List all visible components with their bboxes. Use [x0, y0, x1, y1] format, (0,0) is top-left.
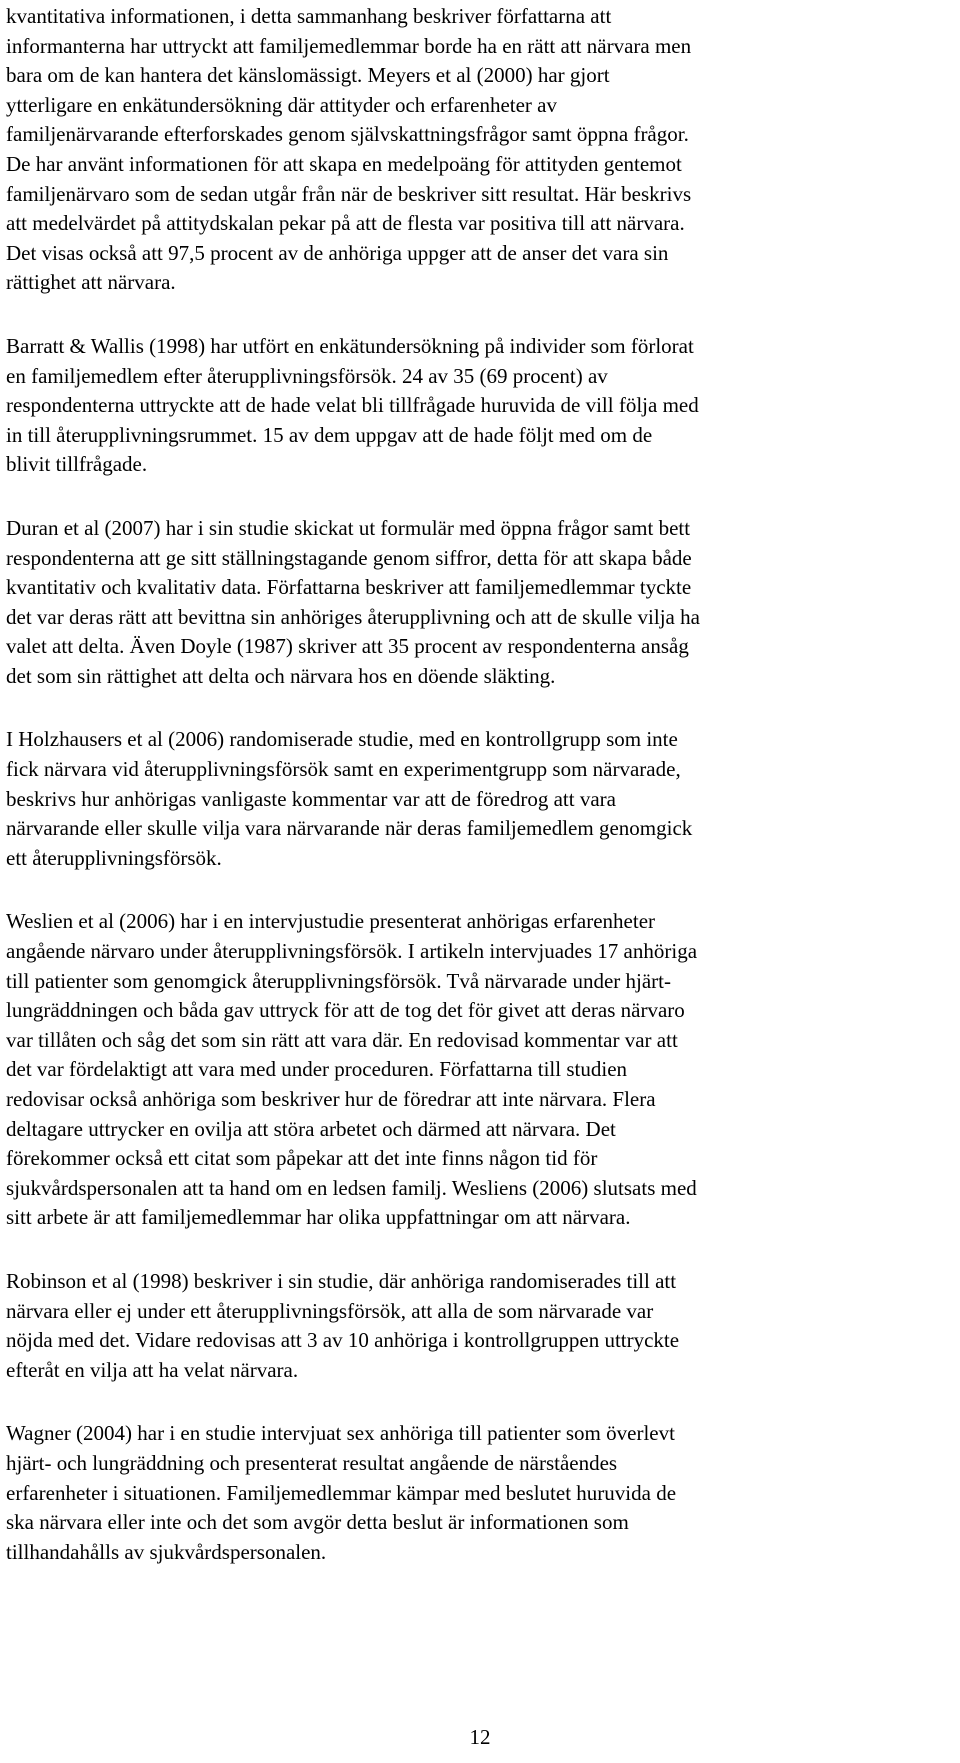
- text-line: efteråt en vilja att ha velat närvara.: [6, 1357, 299, 1382]
- paragraph-4: [6, 725, 954, 873]
- text-line: erfarenheter i situationen. Familjemedlemmar kämpar med beslutet huruvida de: [6, 1480, 677, 1505]
- paragraph-5: [6, 907, 954, 1233]
- text-line: hjärt- och lungräddning och presenterat resultat angående de närståendes: [6, 1450, 618, 1475]
- text-line: ytterligare en enkätundersökning där attityder och erfarenheter av: [6, 92, 557, 117]
- text-line: blivit tillfrågade.: [6, 452, 148, 477]
- text-line: kvantitativa informationen, i detta sammanhang beskriver författarna att: [6, 4, 612, 28]
- text-line: ett återupplivningsförsök.: [6, 845, 222, 870]
- text-line: in till återupplivningsrummet. 15 av dem uppgav att de hade följt med om de: [6, 422, 653, 447]
- text-line: förekommer också ett citat som påpekar att det inte finns någon tid för: [6, 1146, 598, 1171]
- text-line: angående närvaro under återupplivningsförsök. I artikeln intervjuades 17 anhöriga: [6, 939, 698, 964]
- text-line: Barratt & Wallis (1998) har utfört en enkätundersökning på individer som förlorat: [6, 333, 694, 358]
- text-line: Robinson et al (1998) beskriver i sin studie, där anhöriga randomiserades till att: [6, 1268, 677, 1293]
- text-line: deltagare uttrycker en ovilja att störa arbetet och därmed att närvara. Det: [6, 1116, 616, 1141]
- page-number: 12: [469, 1725, 491, 1749]
- text-line: närvarande eller skulle vilja vara närvarande när deras familjemedlem genomgick: [6, 816, 693, 841]
- text-line: till patienter som genomgick återupplivningsförsök. Två närvarade under hjärt-: [6, 968, 671, 993]
- text-line: närvara eller ej under ett återupplivningsförsök, att alla de som närvarade var: [6, 1298, 654, 1323]
- text-line: att medelvärdet på attitydskalan pekar på att de flesta var positiva till att närvara.: [6, 211, 685, 236]
- text-line: det var fördelaktigt att vara med under proceduren. Författarna till studien: [6, 1057, 628, 1082]
- text-line: det var deras rätt att bevittna sin anhöriges återupplivning och att de skulle vilja ha: [6, 604, 700, 629]
- text-line: familjenärvarande efterforskades genom självskattningsfrågor samt öppna frågor.: [6, 122, 689, 147]
- text-line: Duran et al (2007) har i sin studie skickat ut formulär med öppna frågor samt bett: [6, 515, 691, 540]
- text-line: en familjemedlem efter återupplivningsförsök. 24 av 35 (69 procent) av: [6, 363, 608, 388]
- body-text: [6, 2, 954, 1601]
- text-line: bara om de kan hantera det känslomässigt. Meyers et al (2000) har gjort: [6, 63, 610, 88]
- text-line: respondenterna uttryckte att de hade velat bli tillfrågade huruvida de vill följa med: [6, 393, 699, 418]
- paragraph-7: [6, 1419, 954, 1567]
- text-line: ska närvara eller inte och det som avgör detta beslut är informationen som: [6, 1510, 629, 1535]
- text-line: beskrivs hur anhörigas vanligaste kommentar var att de föredrog att vara: [6, 786, 616, 811]
- text-line: Wagner (2004) har i en studie intervjuat sex anhöriga till patienter som överlevt: [6, 1421, 675, 1446]
- text-line: De har använt informationen för att skapa en medelpoäng för attityden gentemot: [6, 151, 682, 176]
- text-line: kvantitativ och kvalitativ data. Författarna beskriver att familjemedlemmar tyckte: [6, 575, 692, 600]
- text-line: respondenterna att ge sitt ställningstagande genom siffror, detta för att skapa både: [6, 545, 692, 570]
- text-line: I Holzhausers et al (2006) randomiserade studie, med en kontrollgrupp som inte: [6, 727, 678, 752]
- text-line: sjukvårdspersonalen att ta hand om en ledsen familj. Wesliens (2006) slutsats med: [6, 1175, 697, 1200]
- text-line: lungräddningen och båda gav uttryck för att de tog det för givet att deras närvaro: [6, 998, 685, 1023]
- text-line: tillhandahålls av sjukvårdspersonalen.: [6, 1539, 327, 1564]
- paragraph-2: [6, 332, 954, 480]
- text-line: sitt arbete är att familjemedlemmar har olika uppfattningar om att närvara.: [6, 1205, 631, 1230]
- text-line: var tillåten och såg det som sin rätt att vara där. En redovisad kommentar var att: [6, 1027, 678, 1052]
- paragraph-6: [6, 1267, 954, 1385]
- text-line: det som sin rättighet att delta och närvara hos en döende släkting.: [6, 663, 556, 688]
- text-line: redovisar också anhöriga som beskriver hur de föredrar att inte närvara. Flera: [6, 1087, 656, 1111]
- paragraph-3: [6, 514, 954, 692]
- text-line: nöjda med det. Vidare redovisas att 3 av 10 anhöriga i kontrollgruppen uttryckte: [6, 1328, 680, 1353]
- text-line: Det visas också att 97,5 procent av de anhöriga uppger att de anser det vara sin: [6, 240, 669, 265]
- text-line: valet att delta. Även Doyle (1987) skriver att 35 procent av respondenterna ansåg: [6, 634, 689, 659]
- text-line: informanterna har uttryckt att familjemedlemmar borde ha en rätt att närvara men: [6, 33, 692, 58]
- paragraph-1: [6, 2, 954, 298]
- text-line: Weslien et al (2006) har i en intervjustudie presenterat anhörigas erfarenheter: [6, 909, 656, 934]
- text-line: familjenärvaro som de sedan utgår från när de beskriver sitt resultat. Här beskrivs: [6, 181, 692, 206]
- text-line: fick närvara vid återupplivningsförsök samt en experimentgrupp som närvarade,: [6, 757, 681, 782]
- text-line: rättighet att närvara.: [6, 270, 176, 295]
